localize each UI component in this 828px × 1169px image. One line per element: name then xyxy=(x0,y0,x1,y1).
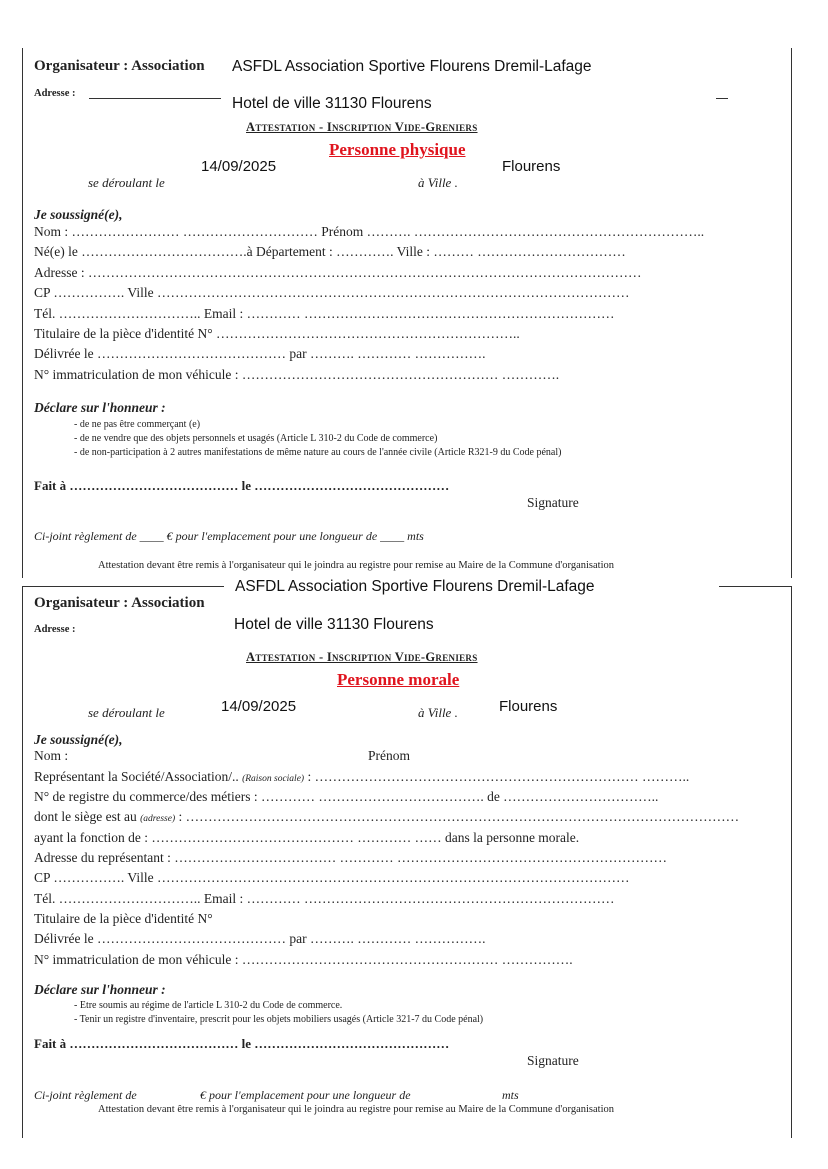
form1-organizer-value[interactable]: ASFDL Association Sportive Flourens Dremil-Lafage xyxy=(232,58,592,75)
form2-left-border xyxy=(22,586,23,1138)
form2-subtitle: Personne morale xyxy=(337,670,460,689)
form2-representant-dots: : ……………………………………………………………… ……….. xyxy=(307,769,690,784)
form2-siege-dots: : …………………………………………………………………………………………………………… xyxy=(178,809,740,824)
form2-address-label: Adresse : xyxy=(34,624,76,635)
form2-siege-label: dont le siège est au xyxy=(34,809,137,824)
form2-deroulant-label: se déroulant le xyxy=(88,705,165,720)
form2-declare-label: Déclare sur l'honneur : xyxy=(34,982,166,997)
form2-siege-line[interactable] xyxy=(34,809,739,825)
form2-payment-left: Ci-joint règlement de xyxy=(34,1088,137,1102)
form2-adresse-small: (adresse) xyxy=(140,814,176,824)
form2-organizer-label: Organisateur : Association xyxy=(34,595,205,611)
form1-cp-line[interactable]: CP ……………. Ville …………………………………………………………………………………………… xyxy=(34,285,630,300)
form2-address-value[interactable]: Hotel de ville 31130 Flourens xyxy=(234,616,434,633)
form2-prenom-label[interactable]: Prénom xyxy=(368,748,410,763)
form2-organizer-value[interactable]: ASFDL Association Sportive Flourens Dremil-Lafage xyxy=(235,578,595,595)
form-separator-left xyxy=(22,586,224,587)
form1-delivree-line[interactable]: Délivrée le …………………………………… par ………. ………… ……………. xyxy=(34,346,486,361)
form1-naissance-line[interactable]: Né(e) le ……………………………….à Département : …………. Ville : ……… …………………………… xyxy=(34,244,626,259)
form2-representant-line[interactable] xyxy=(34,769,689,785)
form2-adresse-rep-line[interactable]: Adresse du représentant : ……………………………… ………… …………………………………………………… xyxy=(34,850,667,865)
form2-fonction-line[interactable]: ayant la fonction de : ……………………………………… ………… …… dans la personne morale. xyxy=(34,830,580,845)
form2-delivree-line[interactable]: Délivrée le …………………………………… par ………. ………… ……………. xyxy=(34,931,486,946)
form2-representant-label: Représentant la Société/Association/.. xyxy=(34,769,239,784)
form2-bullet-1: - Etre soumis au régime de l'article L 310-2 du Code de commerce. xyxy=(74,1000,343,1011)
form2-fait-line[interactable]: Fait à ………………………………… le ……………………………………… xyxy=(34,1036,450,1051)
form2-immat-line[interactable]: N° immatriculation de mon véhicule : ………………………………………………… ……………. xyxy=(34,952,573,967)
form2-soussigne: Je soussigné(e), xyxy=(34,732,123,747)
form1-right-border xyxy=(791,48,792,578)
form2-payment-mid: € pour l'emplacement pour une longueur de xyxy=(200,1088,411,1102)
form1-declare-label: Déclare sur l'honneur : xyxy=(34,400,166,415)
form2-footer: Attestation devant être remis à l'organisateur qui le joindra au registre pour remise au Maire de la Commune d'organisation xyxy=(98,1104,614,1115)
form1-signature-label: Signature xyxy=(527,495,579,510)
form2-payment-right: mts xyxy=(502,1088,519,1102)
form1-left-border xyxy=(22,48,23,578)
form1-payment-line[interactable]: Ci-joint règlement de ____ € pour l'emplacement pour une longueur de ____ mts xyxy=(34,529,424,543)
form2-signature-label: Signature xyxy=(527,1053,579,1068)
form1-footer: Attestation devant être remis à l'organisateur qui le joindra au registre pour remise au Maire de la Commune d'organisation xyxy=(98,560,614,571)
form1-tel-line[interactable]: Tél. ………………………….. Email : ………… …………………………………………………………… xyxy=(34,306,615,321)
form1-title: Attestation - Inscription Vide-Greniers xyxy=(246,120,478,134)
form1-address-label: Adresse : xyxy=(34,88,76,99)
form-separator-right xyxy=(719,586,791,587)
form1-address-value[interactable]: Hotel de ville 31130 Flourens xyxy=(232,95,432,112)
form2-titulaire-line[interactable]: Titulaire de la pièce d'identité N° xyxy=(34,911,213,926)
form1-titulaire-line[interactable]: Titulaire de la pièce d'identité N° ………………………………………………………….. xyxy=(34,326,520,341)
form2-raison-sociale: (Raison sociale) xyxy=(242,774,305,784)
form2-registre-line[interactable]: N° de registre du commerce/des métiers : ………… ………………………………. de …………………………….. xyxy=(34,789,659,804)
form1-immat-line[interactable]: N° immatriculation de mon véhicule : ………………………………………………… …………. xyxy=(34,367,560,382)
form1-ville-label: à Ville . xyxy=(418,175,458,190)
form1-bullet-2: - de ne vendre que des objets personnels et usagés (Article L 310-2 du Code de commerce) xyxy=(74,433,438,444)
form2-nom-label[interactable]: Nom : xyxy=(34,748,69,763)
form1-fait-line[interactable]: Fait à ………………………………… le ……………………………………… xyxy=(34,478,450,493)
form2-tel-line[interactable]: Tél. ………………………….. Email : ………… …………………………………………………………… xyxy=(34,891,615,906)
form1-date-value[interactable]: 14/09/2025 xyxy=(201,158,277,175)
form2-city-value[interactable]: Flourens xyxy=(499,698,558,715)
form2-ville-label: à Ville . xyxy=(418,705,458,720)
form1-address-dash xyxy=(716,98,728,99)
form1-nom-line[interactable]: Nom : …………………… ………………………… Prénom ………. ……………………………………………………….. xyxy=(34,224,705,239)
form1-subtitle: Personne physique xyxy=(329,140,466,159)
form1-city-value[interactable]: Flourens xyxy=(502,158,561,175)
form1-deroulant-label: se déroulant le xyxy=(88,175,165,190)
form1-soussigne: Je soussigné(e), xyxy=(34,207,123,222)
form2-bullet-2: - Tenir un registre d'inventaire, prescrit pour les objets mobiliers usagés (Article 321-7 du Code pénal) xyxy=(74,1014,484,1025)
form2-date-value[interactable]: 14/09/2025 xyxy=(221,698,297,715)
form2-cp-line[interactable]: CP ……………. Ville …………………………………………………………………………………………… xyxy=(34,870,630,885)
form2-title: Attestation - Inscription Vide-Greniers xyxy=(246,650,478,664)
form1-bullet-1: - de ne pas être commerçant (e) xyxy=(74,419,201,430)
form1-bullet-3: - de non-participation à 2 autres manifestations de même nature au cours de l'année civile (Article R321-9 du Code pénal) xyxy=(74,447,562,458)
form1-address-underline xyxy=(89,98,221,99)
form1-adresse-line[interactable]: Adresse : …………………………………………………………………………………………………………… xyxy=(34,265,642,280)
form1-organizer-label: Organisateur : Association xyxy=(34,58,205,74)
form2-right-border xyxy=(791,586,792,1138)
